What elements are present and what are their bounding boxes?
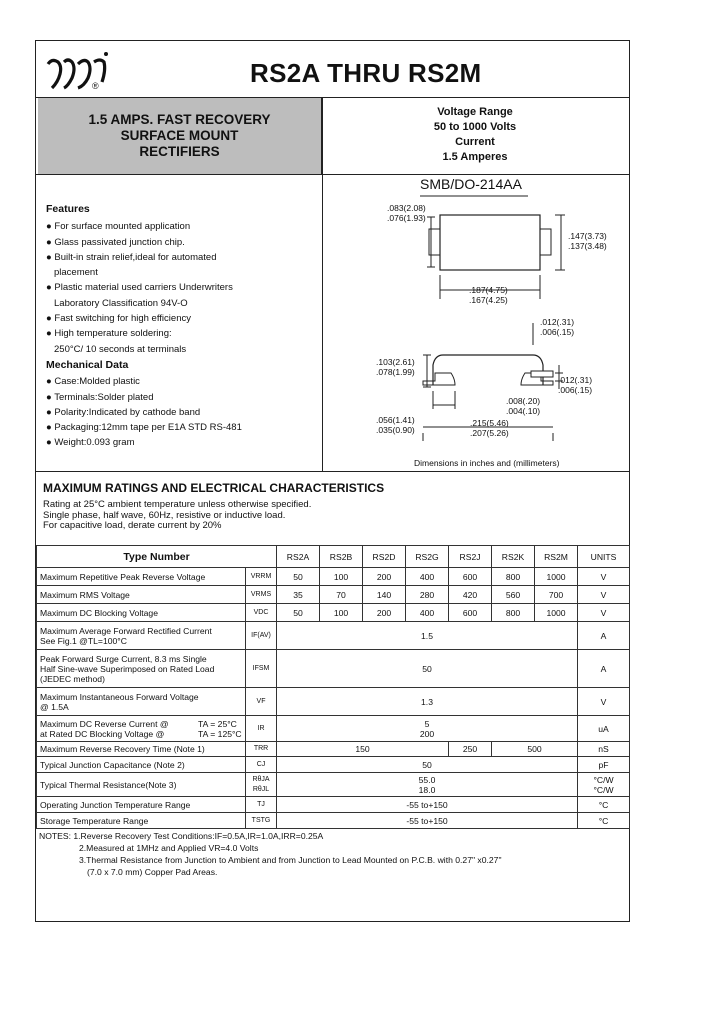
param-cell: Typical Junction Capacitance (Note 2) bbox=[37, 757, 246, 773]
symbol-cell: VF bbox=[246, 688, 277, 716]
param-cell: Maximum Instantaneous Forward Voltage @ 1.5A bbox=[37, 688, 246, 716]
unit-cell: V bbox=[578, 568, 630, 586]
value-cell: 800 bbox=[492, 568, 535, 586]
registered-mark: ® bbox=[92, 81, 99, 91]
feature-item: ● Fast switching for high efficiency bbox=[46, 313, 191, 325]
mechanical-item: ● Weight:0.093 gram bbox=[46, 437, 135, 449]
dimension-label: .006(.15) bbox=[540, 327, 575, 337]
condition-line: For capacitive load, derate current by 20% bbox=[43, 520, 222, 531]
value-cell: 200 bbox=[363, 604, 406, 622]
page-title: RS2A THRU RS2M bbox=[250, 58, 482, 88]
value-cell: 1000 bbox=[535, 604, 578, 622]
value-cell: 1.5 bbox=[277, 622, 578, 650]
value-cell: 400 bbox=[406, 604, 449, 622]
value-cell: 800 bbox=[492, 604, 535, 622]
param-cell: Maximum Reverse Recovery Time (Note 1) bbox=[37, 742, 246, 757]
ratings-heading: MAXIMUM RATINGS AND ELECTRICAL CHARACTERISTICS bbox=[43, 481, 385, 495]
note-line: 2.Measured at 1MHz and Applied VR=4.0 Volts bbox=[79, 843, 259, 853]
feature-item: placement bbox=[54, 267, 98, 279]
table-row bbox=[37, 757, 630, 773]
unit-cell: V bbox=[578, 688, 630, 716]
unit-cell: °C bbox=[578, 797, 630, 813]
condition-line: Single phase, half wave, 60Hz, resistive or inductive load. bbox=[43, 509, 286, 521]
divider bbox=[35, 174, 630, 175]
notes-section bbox=[39, 830, 502, 878]
table-row bbox=[37, 568, 630, 586]
dimension-label: .012(.31) bbox=[540, 317, 575, 327]
value-cell: 5 200 bbox=[277, 716, 578, 742]
table-row bbox=[37, 650, 630, 688]
value-cell: 700 bbox=[535, 586, 578, 604]
current-value: 1.5 Amperes bbox=[442, 151, 508, 163]
symbol-cell: IF(AV) bbox=[246, 622, 277, 650]
dimension-label: .083(2.08) bbox=[387, 203, 426, 213]
package-name: SMB/DO-214AA bbox=[420, 176, 522, 192]
value-cell: 50 bbox=[277, 568, 320, 586]
unit-cell: °C/W °C/W bbox=[578, 773, 630, 797]
symbol-cell: VRMS bbox=[246, 586, 277, 604]
value-cell: -55 to+150 bbox=[277, 813, 578, 829]
symbol-cell: VRRM bbox=[246, 568, 277, 586]
value-cell: 1.3 bbox=[277, 688, 578, 716]
value-cell: -55 to+150 bbox=[277, 797, 578, 813]
part-header: RS2M bbox=[535, 546, 578, 568]
mechanical-item: ● Case:Molded plastic bbox=[46, 376, 140, 388]
note-line: 3.Thermal Resistance from Junction to Ambient and from Junction to Lead Mounted on P.C.B. with 0.27" x0.27" bbox=[79, 855, 502, 865]
dimension-label: .103(2.61) bbox=[376, 357, 415, 367]
dimension-label: .215(5.46) bbox=[470, 418, 509, 428]
table-header-row bbox=[37, 546, 630, 568]
symbol-cell: RθJA RθJL bbox=[246, 773, 277, 797]
feature-item: ● High temperature soldering: bbox=[46, 328, 172, 340]
unit-cell: V bbox=[578, 604, 630, 622]
value-cell: 55.0 18.0 bbox=[277, 773, 578, 797]
mechanical-item: ● Packaging:12mm tape per E1A STD RS-481 bbox=[46, 422, 242, 434]
rating-conditions bbox=[43, 500, 311, 532]
dimensions-note: Dimensions in inches and (millimeters) bbox=[414, 458, 560, 468]
dimension-label: .167(4.25) bbox=[469, 295, 508, 305]
param-cell: Operating Junction Temperature Range bbox=[37, 797, 246, 813]
feature-item: 250°C/ 10 seconds at terminals bbox=[54, 343, 187, 355]
product-line-3: RECTIFIERS bbox=[139, 144, 220, 159]
voltage-range-value: 50 to 1000 Volts bbox=[433, 121, 517, 133]
table-row bbox=[37, 604, 630, 622]
type-number-header: Type Number bbox=[37, 546, 277, 568]
dimension-label: .056(1.41) bbox=[376, 415, 415, 425]
dimension-label: .008(.20) bbox=[506, 396, 541, 406]
part-header: RS2D bbox=[363, 546, 406, 568]
feature-item: ● Glass passivated junction chip. bbox=[46, 236, 185, 248]
dimension-label: .076(1.93) bbox=[387, 213, 426, 223]
dimension-label: .006(.15) bbox=[558, 385, 593, 395]
table-row bbox=[37, 813, 630, 829]
table-row bbox=[37, 586, 630, 604]
unit-cell: uA bbox=[578, 716, 630, 742]
param-cell: Maximum DC Blocking Voltage bbox=[37, 604, 246, 622]
note-line: NOTES: 1.Reverse Recovery Test Conditions:IF=0.5A,IR=1.0A,IRR=0.25A bbox=[39, 831, 324, 841]
param-cell: Storage Temperature Range bbox=[37, 813, 246, 829]
dimension-label: .004(.10) bbox=[506, 406, 541, 416]
value-cell: 100 bbox=[320, 568, 363, 586]
param-cell: Typical Thermal Resistance(Note 3) bbox=[37, 773, 246, 797]
part-header: RS2K bbox=[492, 546, 535, 568]
unit-cell: pF bbox=[578, 757, 630, 773]
symbol-cell: CJ bbox=[246, 757, 277, 773]
unit-cell: nS bbox=[578, 742, 630, 757]
value-cell: 35 bbox=[277, 586, 320, 604]
param-cell: Maximum Average Forward Rectified Current See Fig.1 @TL=100°C bbox=[37, 622, 246, 650]
value-cell: 600 bbox=[449, 568, 492, 586]
value-cell: 140 bbox=[363, 586, 406, 604]
symbol-cell: TSTG bbox=[246, 813, 277, 829]
value-cell: 150 bbox=[277, 742, 449, 757]
value-cell: 70 bbox=[320, 586, 363, 604]
value-cell: 420 bbox=[449, 586, 492, 604]
dimension-label: .147(3.73) bbox=[568, 231, 607, 241]
value-cell: 250 bbox=[449, 742, 492, 757]
dimension-label: .137(3.48) bbox=[568, 241, 607, 251]
dimension-label: .078(1.99) bbox=[376, 367, 415, 377]
unit-cell: °C bbox=[578, 813, 630, 829]
part-header: RS2G bbox=[406, 546, 449, 568]
table-row bbox=[37, 688, 630, 716]
table-row bbox=[37, 797, 630, 813]
units-header: UNITS bbox=[578, 546, 630, 568]
condition-line: Rating at 25°C ambient temperature unless otherwise specified. bbox=[43, 499, 312, 510]
value-cell: 50 bbox=[277, 757, 578, 773]
param-cell: Maximum RMS Voltage bbox=[37, 586, 246, 604]
param-cell: Maximum DC Reverse Current @ TA = 25°C at Rated DC Blocking Voltage @ TA = 125°C bbox=[37, 716, 246, 742]
dimension-label: .035(0.90) bbox=[376, 425, 415, 435]
mechanical-item: ● Terminals:Solder plated bbox=[46, 391, 154, 403]
ratings-table bbox=[36, 545, 630, 829]
part-header: RS2A bbox=[277, 546, 320, 568]
feature-item: ● For surface mounted application bbox=[46, 221, 191, 233]
param-cell: Maximum Repetitive Peak Reverse Voltage bbox=[37, 568, 246, 586]
dimension-label: .187(4.75) bbox=[469, 285, 508, 295]
unit-cell: A bbox=[578, 622, 630, 650]
feature-item: ● Plastic material used carriers Underwriters bbox=[46, 282, 233, 294]
value-cell: 50 bbox=[277, 650, 578, 688]
feature-item: ● Built-in strain relief,ideal for automated bbox=[46, 251, 217, 263]
param-cell: Peak Forward Surge Current, 8.3 ms Single Half Sine-wave Superimposed on Rated Load (JEDEC method) bbox=[37, 650, 246, 688]
value-cell: 600 bbox=[449, 604, 492, 622]
value-cell: 280 bbox=[406, 586, 449, 604]
company-logo bbox=[44, 48, 114, 99]
current-label: Current bbox=[455, 136, 495, 148]
table-row bbox=[37, 716, 630, 742]
symbol-cell: IFSM bbox=[246, 650, 277, 688]
symbol-cell: TJ bbox=[246, 797, 277, 813]
table-row bbox=[37, 742, 630, 757]
features-section bbox=[46, 202, 233, 357]
features-heading: Features bbox=[46, 203, 90, 215]
value-cell: 500 bbox=[492, 742, 578, 757]
symbol-cell: TRR bbox=[246, 742, 277, 757]
divider bbox=[35, 471, 630, 472]
note-line: (7.0 x 7.0 mm) Copper Pad Areas. bbox=[87, 867, 218, 877]
table-row bbox=[37, 773, 630, 797]
value-cell: 200 bbox=[363, 568, 406, 586]
unit-cell: A bbox=[578, 650, 630, 688]
product-description bbox=[38, 98, 322, 174]
value-cell: 400 bbox=[406, 568, 449, 586]
symbol-cell: VDC bbox=[246, 604, 277, 622]
mechanical-heading: Mechanical Data bbox=[46, 359, 129, 371]
product-line-1: 1.5 AMPS. FAST RECOVERY bbox=[88, 112, 271, 127]
value-cell: 50 bbox=[277, 604, 320, 622]
unit-cell: V bbox=[578, 586, 630, 604]
voltage-current-spec bbox=[322, 100, 628, 170]
value-cell: 560 bbox=[492, 586, 535, 604]
dimension-label: .207(5.26) bbox=[470, 428, 509, 438]
voltage-range-label: Voltage Range bbox=[437, 106, 513, 118]
symbol-cell: IR bbox=[246, 716, 277, 742]
product-line-2: SURFACE MOUNT bbox=[120, 128, 239, 143]
table-row bbox=[37, 622, 630, 650]
dimension-label: .012(.31) bbox=[558, 375, 593, 385]
feature-item: Laboratory Classification 94V-O bbox=[54, 297, 188, 309]
part-header: RS2B bbox=[320, 546, 363, 568]
value-cell: 1000 bbox=[535, 568, 578, 586]
mechanical-data-section bbox=[46, 358, 242, 451]
part-header: RS2J bbox=[449, 546, 492, 568]
mechanical-item: ● Polarity:Indicated by cathode band bbox=[46, 406, 201, 418]
value-cell: 100 bbox=[320, 604, 363, 622]
